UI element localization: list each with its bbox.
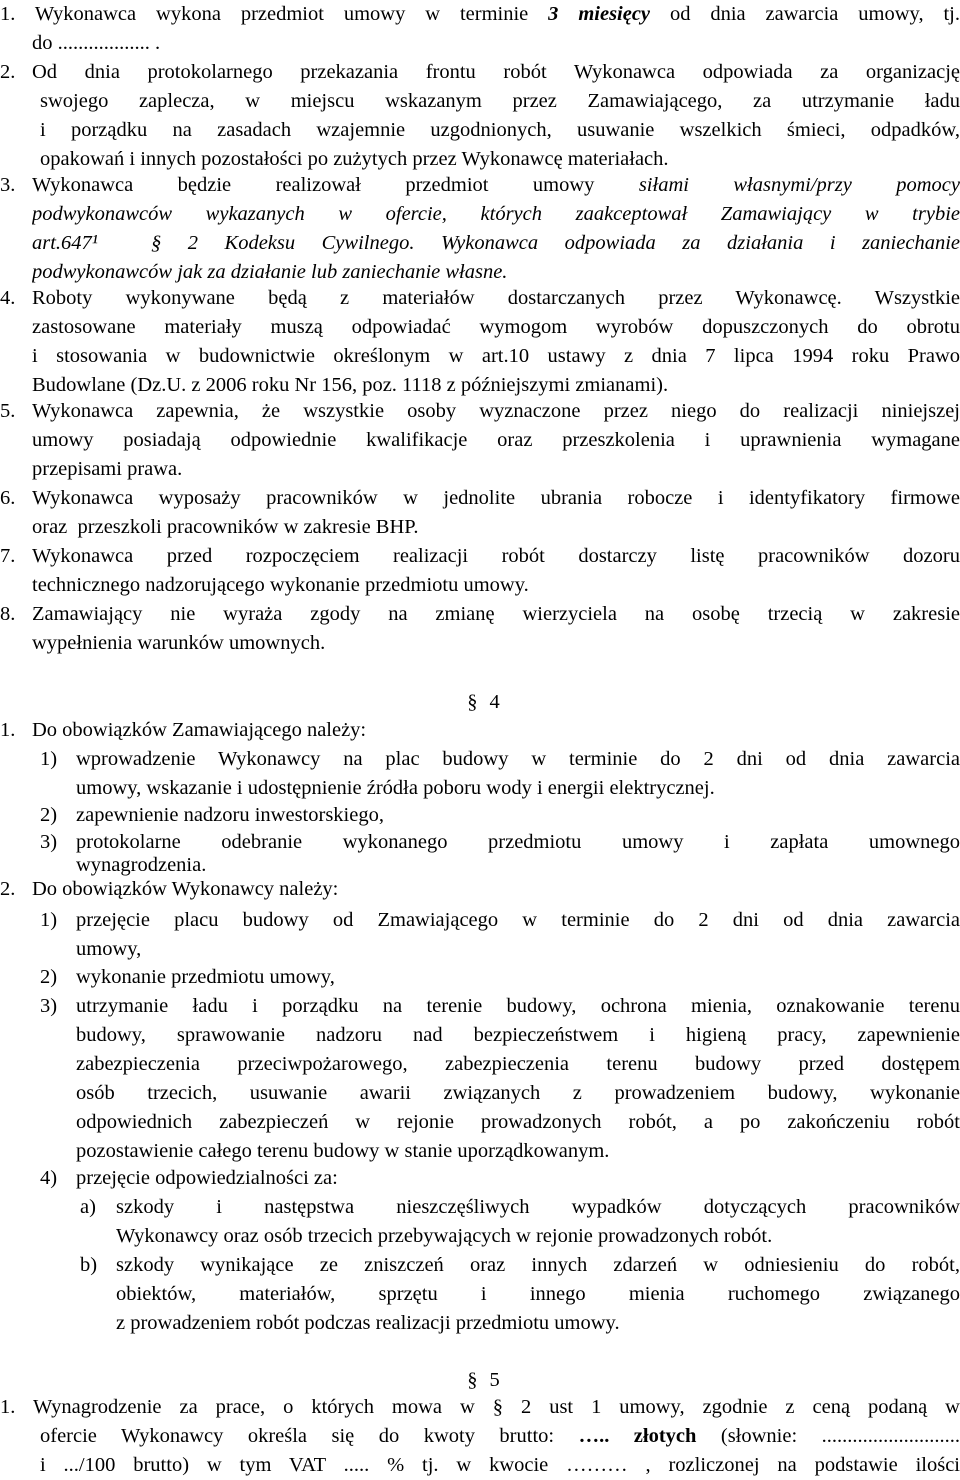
para-1-line-1: 1. Wykonawca wykona przedmiot umowy w terminie 3 miesięcy od dnia zawarcia umowy, tj.: [0, 3, 960, 25]
para-5-line-2: umowy posiadają odpowiednie kwalifikacje oraz przeszkolenia i uprawnienia wymagane: [32, 429, 960, 451]
s4-sub-4-a-line-2: Wykonawcy oraz osób trzecich przebywających w rejonie prowadzonych robót.: [116, 1225, 773, 1247]
para-3-line-1: 3. Wykonawca będzie realizował przedmiot umowy siłami własnymi/przy pomocy: [0, 174, 960, 196]
para-2-line-4: opakowań i innych pozostałości po zużytych przez Wykonawcę materiałach.: [40, 148, 669, 170]
s4-item-2-sub-3-line-4: osób trzecich, usuwanie awarii związanych z prowadzeniem budowy, wykonanie: [76, 1082, 960, 1104]
para-4-line-4: Budowlane (Dz.U. z 2006 roku Nr 156, poz. 1118 z późniejszymi zmianami).: [32, 374, 669, 396]
para-6-line-2: oraz przeszkoli pracowników w zakresie BHP.: [32, 516, 419, 538]
s4-item-2-sub-3-line-3: zabezpieczenia przeciwpożarowego, zabezpieczenia terenu budowy przed dostępem: [76, 1053, 960, 1075]
para-3-line-2: podwykonawców wykazanych w ofercie, których zaakceptował Zamawiający w trybie: [32, 203, 960, 225]
s4-item-1-sub-3-line-1: 3) protokolarne odebranie wykonanego przedmiotu umowy i zapłata umownego: [40, 831, 960, 853]
s5-line-3: i .../100 brutto) w tym VAT ..... % tj. w kwocie ……… , rozliczonej na podstawie ilości: [40, 1454, 960, 1476]
s4-item-2-sub-3-line-2: budowy, sprawowanie nadzoru nad bezpieczeństwem i higieną pracy, zapewnienie: [76, 1024, 960, 1046]
para-5-line-1: 5. Wykonawca zapewnia, że wszystkie osoby wyznaczone przez niego do realizacji niniejszej: [0, 400, 960, 422]
s5-line-1: 1. Wynagrodzenie za prace, o których mowa w § 2 ust 1 umowy, zgodnie z ceną podaną w: [0, 1396, 960, 1418]
s4-item-2-sub-3-line-5: odpowiednich zabezpieczeń w rejonie prowadzonych robót, a po zakończeniu robót: [76, 1111, 960, 1133]
s4-item-2-sub-3-line-1: 3) utrzymanie ładu i porządku na terenie budowy, ochrona mienia, oznakowanie terenu: [40, 995, 960, 1017]
s4-item-2: 2. Do obowiązków Wykonawcy należy:: [0, 878, 339, 900]
para-5-line-3: przepisami prawa.: [32, 458, 183, 480]
s4-item-2-sub-4: 4) przejęcie odpowiedzialności za:: [40, 1167, 338, 1189]
s4-sub-4-b-line-1: b) szkody wynikające ze zniszczeń oraz innych zdarzeń w odniesieniu do robót,: [80, 1254, 960, 1276]
s4-sub-4-b-line-3: z prowadzeniem robót podczas realizacji przedmiotu umowy.: [116, 1312, 620, 1334]
s4-item-1-sub-1-line-1: 1) wprowadzenie Wykonawcy na plac budowy w terminie do 2 dni od dnia zawarcia: [40, 748, 960, 770]
s4-item-2-sub-2: 2) wykonanie przedmiotu umowy,: [40, 966, 335, 988]
section-5-heading: § 5: [0, 1366, 960, 1395]
para-4-line-3: i stosowania w budownictwie określonym w art.10 ustawy z dnia 7 lipca 1994 roku Prawo: [32, 345, 960, 367]
para-3-line-4: podwykonawców jak za działanie lub zaniechanie własne.: [32, 261, 508, 283]
section-symbol: §: [467, 1369, 478, 1391]
para-3-line-3: art.647¹ § 2 Kodeksu Cywilnego. Wykonawca odpowiada za działania i zaniechanie: [32, 232, 960, 254]
s5-line-2: ofercie Wykonawcy określa się do kwoty brutto: ….. złotych (słownie: ...........................: [40, 1425, 960, 1447]
s4-item-1: 1. Do obowiązków Zamawiającego należy:: [0, 719, 367, 741]
para-7-line-2: technicznego nadzorującego wykonanie przedmiotu umowy.: [32, 574, 529, 596]
s4-item-1-sub-2: 2) zapewnienie nadzoru inwestorskiego,: [40, 804, 384, 826]
s4-item-2-sub-1-line-2: umowy,: [76, 938, 142, 960]
s4-item-1-sub-1-line-2: umowy, wskazanie i udostępnienie źródła poboru wody i energii elektrycznej.: [76, 777, 715, 799]
section-4-heading: § 4: [0, 688, 960, 717]
s4-sub-4-b-line-2: obiektów, materiałów, sprzętu i innego mienia ruchomego związanego: [116, 1283, 960, 1305]
s4-item-2-sub-1-line-1: 1) przejęcie placu budowy od Zmawiającego w terminie do 2 dni od dnia zawarcia: [40, 909, 960, 931]
para-8-line-1: 8. Zamawiający nie wyraża zgody na zmianę wierzyciela na osobę trzecią w zakresie: [0, 603, 960, 625]
para-7-line-1: 7. Wykonawca przed rozpoczęciem realizacji robót dostarczy listę pracowników dozoru: [0, 545, 960, 567]
para-4-line-2: zastosowane materiały muszą odpowiadać wymogom wyrobów dopuszczonych do obrotu: [32, 316, 960, 338]
section-symbol: §: [467, 691, 478, 713]
para-1-line-2: do .................. .: [32, 32, 161, 54]
para-4-line-1: 4. Roboty wykonywane będą z materiałów dostarczanych przez Wykonawcę. Wszystkie: [0, 287, 960, 309]
para-6-line-1: 6. Wykonawca wyposaży pracowników w jednolite ubrania robocze i identyfikatory firmowe: [0, 487, 960, 509]
s4-item-1-sub-3-line-2: wynagrodzenia.: [76, 854, 207, 876]
para-8-line-2: wypełnienia warunków umownych.: [32, 632, 326, 654]
para-2-line-1: 2. Od dnia protokolarnego przekazania frontu robót Wykonawca odpowiada za organizację: [0, 61, 960, 83]
s4-sub-4-a-line-1: a) szkody i następstwa nieszczęśliwych wypadków dotyczących pracowników: [80, 1196, 960, 1218]
s4-item-2-sub-3-line-6: pozostawienie całego terenu budowy w stanie uporządkowanym.: [76, 1140, 610, 1162]
para-2-line-3: i porządku na zasadach wzajemnie uzgodnionych, usuwanie wszelkich śmieci, odpadków,: [40, 119, 960, 141]
para-2-line-2: swojego zaplecza, w miejscu wskazanym przez Zamawiającego, za utrzymanie ładu: [40, 90, 960, 112]
